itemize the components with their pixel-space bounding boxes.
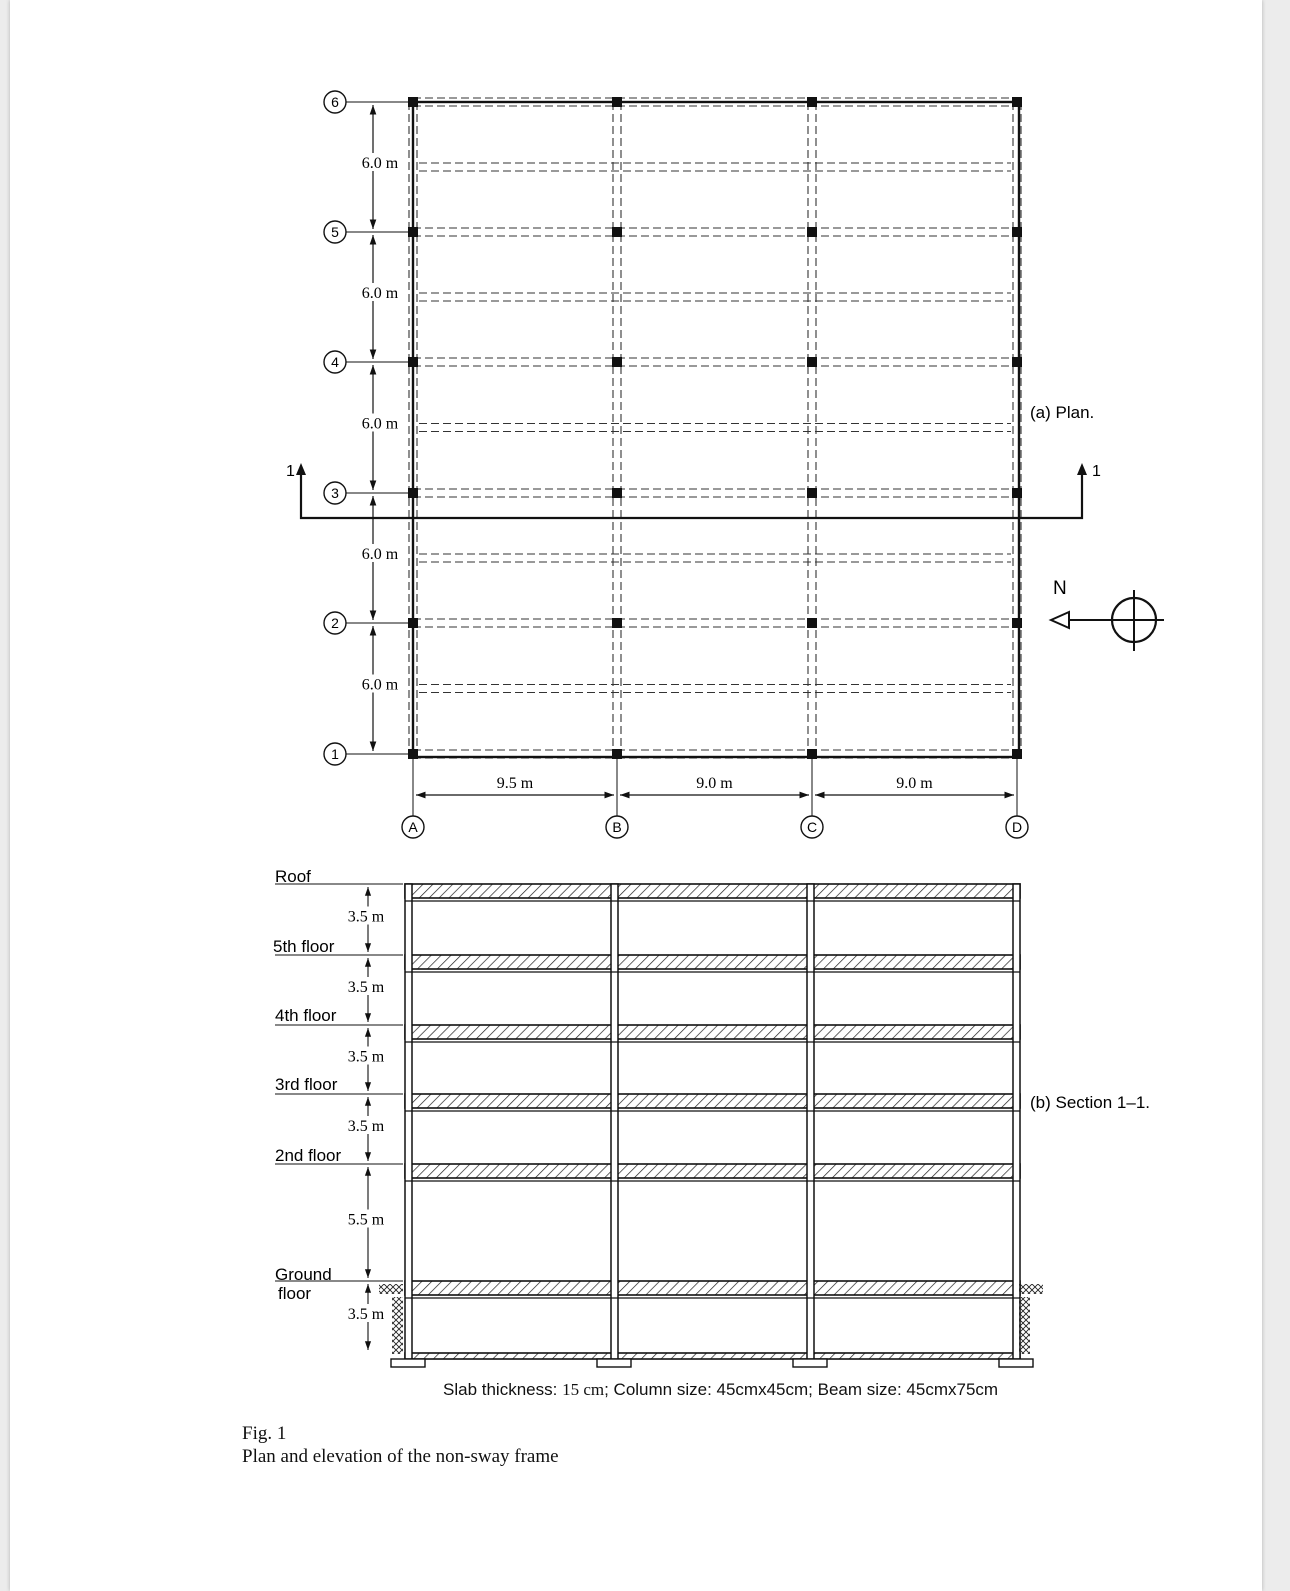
footing [597,1359,631,1367]
plan-column [612,618,622,628]
north-arrow [1051,578,1164,651]
label-3rd-floor: 3rd floor [275,1075,338,1094]
slab-thickness-label: Slab thickness: [443,1380,563,1399]
floor-slab [405,1164,1020,1178]
story-height-label: 3.5 m [347,1048,385,1066]
row-spacing-label: 6.0 m [361,546,399,563]
plan-column-grid [402,757,1028,838]
story-height-label: 3.5 m [347,1306,385,1323]
column-size-text: ; Column size: 45cmx45cm [604,1380,809,1399]
beam-size-text: ; Beam size: 45cmx75cm [808,1380,999,1399]
floor-labels [273,867,341,1303]
column-grid-label: A [408,819,418,835]
story-height-label: 3.5 m [347,1118,385,1135]
floor-slab [405,955,1020,969]
section-column [807,884,814,1359]
figure-caption [242,1422,559,1468]
column-grid-label: B [612,819,622,835]
section-arrow-left [296,463,306,475]
plan-column [1012,97,1022,107]
north-arrowhead-icon [1051,612,1069,628]
row-grid-label: 4 [331,354,339,370]
plan-column [807,488,817,498]
section-elevation [273,867,1150,1367]
footing [793,1359,827,1367]
section-arrow-right [1077,463,1087,475]
plan-column [612,357,622,367]
plan-column [807,97,817,107]
section-column [1013,884,1020,1359]
plan-column [1012,488,1022,498]
section-marker-left: 1 [286,463,295,480]
footing [391,1359,425,1367]
column-grid-label: C [806,819,818,835]
plan-column [807,227,817,237]
north-label: N [1053,578,1067,599]
plan-beam-grid [409,98,1021,758]
floor-slab [405,884,1020,898]
floor-slab [405,1353,1020,1359]
plan-columns [408,97,1022,759]
row-spacing-label: 6.0 m [361,285,399,302]
plan-column [612,97,622,107]
floor-slab [405,1094,1020,1108]
column-spacing-label: 9.0 m [896,775,933,792]
label-5th-floor: 5th floor [273,937,335,956]
plan-outline [413,102,1019,757]
section-column [611,884,618,1359]
column-footings [391,1359,1033,1367]
plan-row-grid [324,91,410,765]
plan-column [807,357,817,367]
plan-column [1012,357,1022,367]
label-2nd-floor: 2nd floor [275,1146,342,1165]
story-height-label: 5.5 m [347,1211,385,1229]
row-grid-label: 2 [331,615,339,631]
floor-slab [405,1281,1020,1295]
label-4th-floor: 4th floor [275,1006,337,1025]
row-spacing-label: 6.0 m [361,676,399,694]
plan-column [807,618,817,628]
plan-column [612,227,622,237]
column-spacing-label: 9.5 m [496,775,534,792]
figure-number: Fig. 1 [242,1423,287,1444]
floor-slab [405,1025,1020,1039]
story-height-label: 3.5 m [347,979,385,996]
label-ground-line1: Ground [275,1265,332,1284]
plan-column [1012,618,1022,628]
figure-title: Plan and elevation of the non-sway frame [242,1446,559,1467]
label-roof: Roof [275,867,311,886]
slab-thickness-value: 15 cm [562,1380,605,1399]
floor-plan [286,91,1164,838]
label-ground-line2: floor [278,1284,312,1303]
footing [999,1359,1033,1367]
row-grid-label: 3 [331,485,339,501]
section-marker-right: 1 [1092,463,1101,480]
section-column [405,884,412,1359]
plan-column [1012,227,1022,237]
column-grid-label: D [1011,819,1023,835]
floor-slabs [405,884,1020,1359]
member-size-note [443,1380,998,1400]
row-grid-label: 6 [331,94,339,110]
plan-caption: (a) Plan. [1030,403,1095,422]
row-grid-label: 5 [331,224,339,240]
section-cut-line [301,473,1082,518]
row-spacing-label: 6.0 m [361,415,399,433]
story-height-label: 3.5 m [347,908,385,926]
plan-column [612,488,622,498]
section-caption: (b) Section 1–1. [1030,1093,1151,1112]
column-spacing-label: 9.0 m [696,775,733,792]
row-grid-label: 1 [331,746,339,762]
row-spacing-label: 6.0 m [361,155,399,172]
